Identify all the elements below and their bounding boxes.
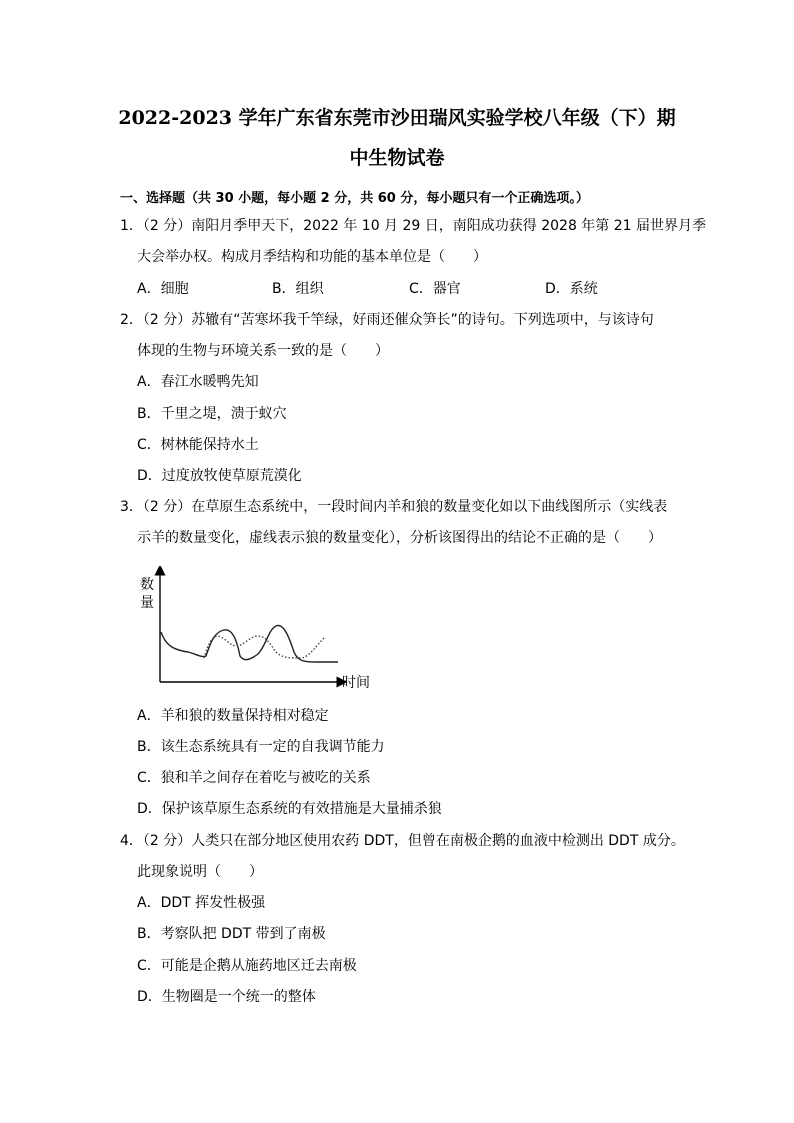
sheep-curve-solid	[161, 625, 338, 662]
section-heading: 一、选择题（共 30 小题，每小题 2 分，共 60 分，每小题只有一个正确选项。）	[120, 191, 589, 206]
y-axis-label-2: 量	[140, 595, 154, 611]
population-curve-graph	[130, 566, 390, 692]
wolf-curve-dotted	[204, 636, 324, 658]
y-axis-label-1: 数	[140, 577, 154, 593]
question-4-line1: 4．（2 分）人类只在部分地区使用农药 DDT，但曾在南极企鹅的血液中检测出 DDT 成分。	[120, 833, 685, 849]
question-1-option-d: D．系统	[545, 281, 598, 297]
question-3-line1: 3．（2 分）在草原生态系统中，一段时间内羊和狼的数量变化如以下曲线图所示（实线表	[120, 499, 668, 515]
document-title-line2: 中生物试卷	[349, 147, 445, 169]
question-4-option-d: D．生物圈是一个统一的整体	[137, 989, 316, 1005]
question-4-option-c: C．可能是企鹅从施药地区迁去南极	[137, 958, 357, 974]
question-3-option-a: A．羊和狼的数量保持相对稳定	[137, 708, 329, 724]
question-2-option-d: D．过度放牧使草原荒漠化	[137, 468, 302, 484]
question-2-line1: 2．（2 分）苏辙有“苦寒坏我千竿绿，好雨还催众笋长”的诗句。下列选项中，与该诗句	[120, 312, 654, 328]
question-2-option-b: B．千里之堤，溃于蚁穴	[137, 406, 287, 422]
question-3-option-c: C．狼和羊之间存在着吃与被吃的关系	[137, 770, 371, 786]
question-1-option-a: A．细胞	[137, 281, 189, 297]
question-2-line2: 体现的生物与环境关系一致的是（ ）	[137, 343, 389, 359]
x-axis-label: 时间	[342, 675, 370, 691]
question-1-line1: 1．（2 分）南阳月季甲天下，2022 年 10 月 29 日，南阳成功获得 2028 年第 21 届世界月季	[120, 218, 707, 234]
question-4-option-b: B．考察队把 DDT 带到了南极	[137, 926, 326, 942]
question-2-option-a: A．春江水暖鸭先知	[137, 374, 259, 390]
question-1-option-c: C．器官	[409, 281, 461, 297]
document-title-line1: 2022-2023 学年广东省东莞市沙田瑞风实验学校八年级（下）期	[118, 107, 676, 129]
question-3-option-b: B．该生态系统具有一定的自我调节能力	[137, 739, 385, 755]
question-4-option-a: A．DDT 挥发性极强	[137, 895, 266, 911]
question-4-line2: 此现象说明（ ）	[137, 864, 263, 880]
question-1-line2: 大会举办权。构成月季结构和功能的基本单位是（ ）	[137, 249, 487, 265]
question-3-line2: 示羊的数量变化，虚线表示狼的数量变化），分析该图得出的结论不正确的是（ ）	[137, 530, 662, 546]
question-1-option-b: B．组织	[272, 281, 324, 297]
question-2-option-c: C．树林能保持水土	[137, 437, 259, 453]
question-3-option-d: D．保护该草原生态系统的有效措施是大量捕杀狼	[137, 801, 442, 817]
